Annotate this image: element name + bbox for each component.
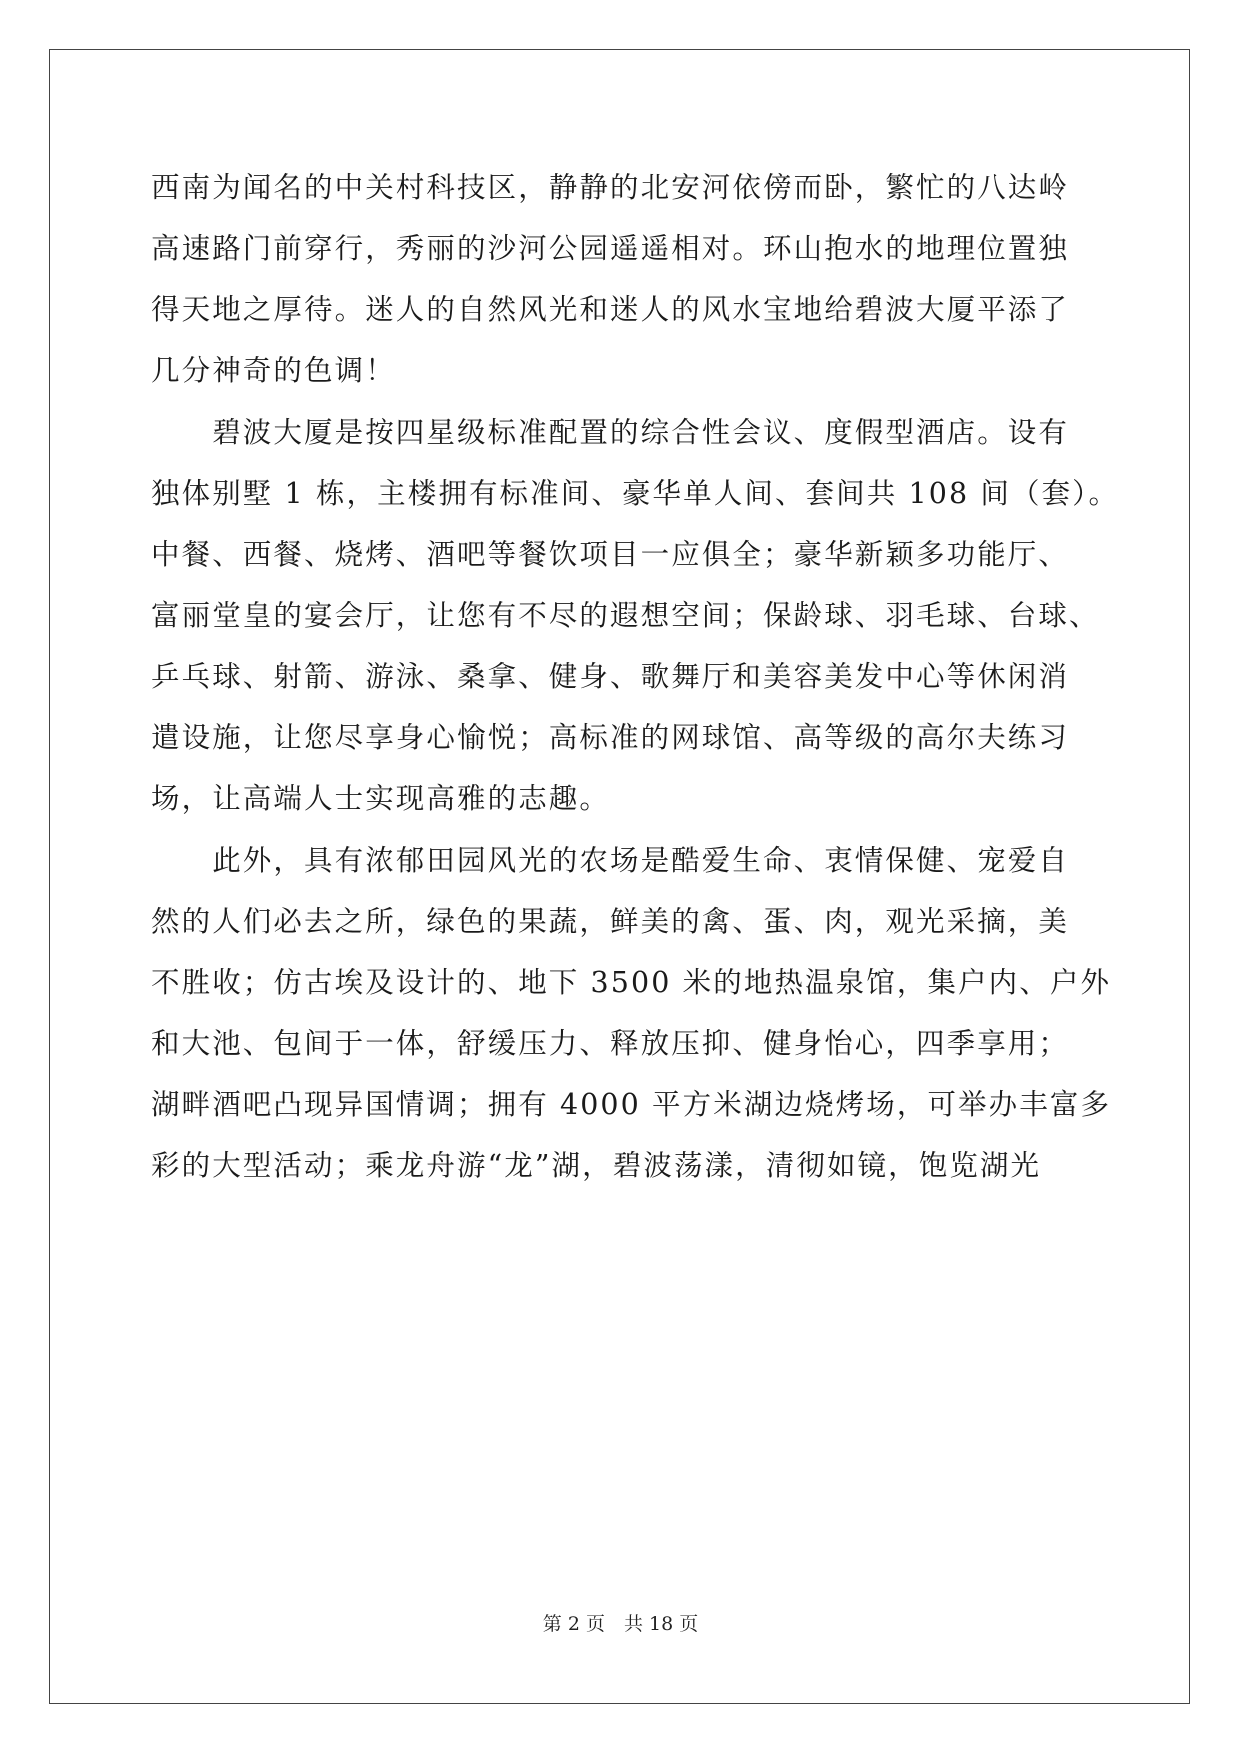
text-line: 碧波大厦是按四星级标准配置的综合性会议、度假型酒店。设有 xyxy=(151,416,1070,449)
text-line: 独体别墅 1 栋，主楼拥有标准间、豪华单人间、套间共 108 间（套）。 xyxy=(151,477,1120,510)
text-line: 然的人们必去之所，绿色的果蔬，鲜美的禽、蛋、肉，观光采摘，美 xyxy=(151,905,1070,938)
text-line: 湖畔酒吧凸现异国情调；拥有 4000 平方米湖边烧烤场，可举办丰富多 xyxy=(151,1088,1112,1121)
text-line: 高速路门前穿行，秀丽的沙河公园遥遥相对。环山抱水的地理位置独 xyxy=(151,232,1070,265)
text-line: 中餐、西餐、烧烤、酒吧等餐饮项目一应俱全；豪华新颖多功能厅、 xyxy=(151,538,1070,571)
text-line: 几分神奇的色调！ xyxy=(151,354,396,387)
text-line: 和大池、包间于一体，舒缓压力、释放压抑、健身怡心，四季享用； xyxy=(151,1027,1070,1060)
text-line: 遣设施，让您尽享身心愉悦；高标准的网球馆、高等级的高尔夫练习 xyxy=(151,721,1070,754)
text-line: 富丽堂皇的宴会厅，让您有不尽的遐想空间；保龄球、羽毛球、台球、 xyxy=(151,599,1100,632)
text-line: 西南为闻名的中关村科技区，静静的北安河依傍而卧，繁忙的八达岭 xyxy=(151,171,1070,204)
text-line: 此外，具有浓郁田园风光的农场是酷爱生命、衷情保健、宠爱自 xyxy=(151,844,1070,877)
page-number-footer: 第 2 页 共 18 页 xyxy=(542,1613,699,1635)
text-line: 得天地之厚待。迷人的自然风光和迷人的风水宝地给碧波大厦平添了 xyxy=(151,293,1070,326)
text-line: 彩的大型活动；乘龙舟游“龙”湖，碧波荡漾，清彻如镜，饱览湖光 xyxy=(151,1149,1042,1182)
text-line: 乒乓球、射箭、游泳、桑拿、健身、歌舞厅和美容美发中心等休闲消 xyxy=(151,660,1070,693)
text-line: 场，让高端人士实现高雅的志趣。 xyxy=(151,782,611,815)
text-line: 不胜收；仿古埃及设计的、地下 3500 米的地热温泉馆，集户内、户外 xyxy=(151,966,1112,999)
